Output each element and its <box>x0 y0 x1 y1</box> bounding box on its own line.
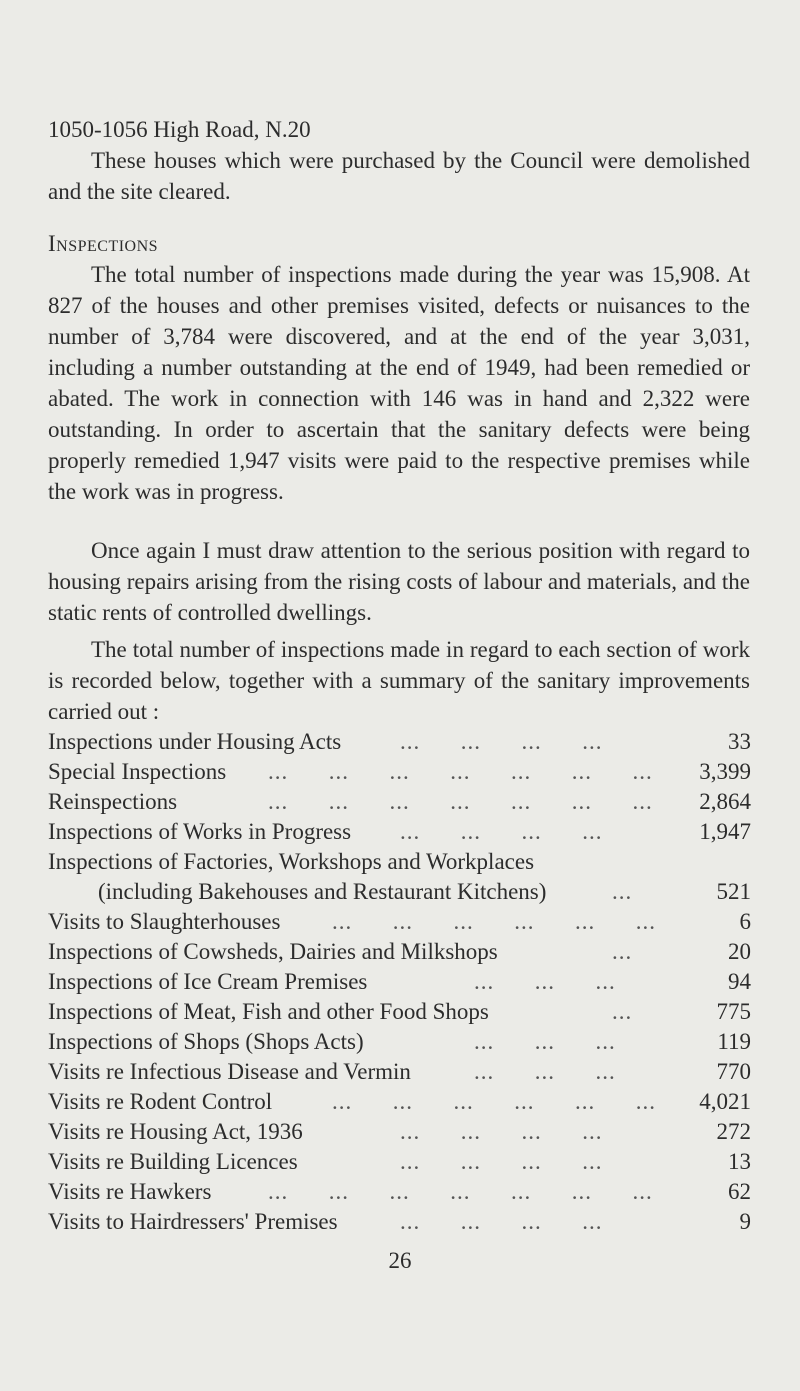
table-row <box>48 1116 751 1146</box>
paragraph-total-inspections: The total number of inspections made during the year was 15,908. At 827 of the houses and other premises visited, defects or nuisances to the number of 3,784 were discovered, and at the end of the year 3,031, including a number outstanding at the end of 1949, had been remedied or abated. The work in connection with 146 was in hand and 2,322 were outstanding. In order to ascertain that the sanitary defects were being properly remedied 1,947 visits were paid to the respective premises while the work was in progress. <box>48 262 750 504</box>
row-label: Visits to Hairdressers' Premises <box>48 1209 338 1234</box>
section-title-text: Inspections <box>48 231 159 256</box>
row-label: Inspections of Ice Cream Premises <box>48 969 368 994</box>
table-row <box>48 726 751 756</box>
leader-dots: ... ... ... ... ... ... <box>332 909 656 934</box>
row-value: 9 <box>739 1209 751 1234</box>
leader-dots: ... ... ... ... <box>400 1119 603 1144</box>
row-label: Visits re Infectious Disease and Vermin <box>48 1059 411 1084</box>
row-value: 20 <box>728 939 751 964</box>
table-row <box>48 1056 751 1086</box>
leader-dots: ... ... ... <box>474 1059 616 1084</box>
row-label-continued: (including Bakehouses and Restaurant Kitchens) <box>98 879 547 904</box>
row-value: 272 <box>716 1119 751 1144</box>
paragraph-demolished: These houses which were purchased by the Council were demolished and the site cleared. <box>48 148 750 204</box>
table-row <box>48 1176 751 1206</box>
row-label: Inspections of Factories, Workshops and Workplaces <box>48 849 535 874</box>
leader-dots: ... ... ... <box>474 1029 616 1054</box>
leader-dots: ... ... ... ... <box>400 1149 603 1174</box>
paragraph-housing-repairs: Once again I must draw attention to the serious position with regard to housing repairs arising from the rising costs of labour and materials, and the static rents of controlled dwellings. <box>48 538 750 625</box>
row-value: 775 <box>716 999 751 1024</box>
address-heading: 1050-1056 High Road, N.20 <box>48 117 311 142</box>
row-value: 94 <box>728 969 751 994</box>
section-title-inspections <box>48 228 158 259</box>
row-label: Inspections of Shops (Shops Acts) <box>48 1029 364 1054</box>
table-row <box>48 906 751 936</box>
inspections-table <box>48 726 751 1236</box>
row-label: Visits re Rodent Control <box>48 1089 273 1114</box>
table-row <box>48 1026 751 1056</box>
row-value: 6 <box>739 909 751 934</box>
table-row <box>48 936 751 966</box>
page-number: 26 <box>388 1248 412 1273</box>
leader-dots: ... <box>612 999 633 1024</box>
row-value: 62 <box>728 1179 751 1204</box>
row-label: Special Inspections <box>48 759 227 784</box>
table-row <box>48 1086 751 1116</box>
leader-dots: ... ... ... ... ... ... ... <box>268 759 653 784</box>
row-label: Visits to Slaughterhouses <box>48 909 281 934</box>
row-label: Inspections of Meat, Fish and other Food Shops <box>48 999 489 1024</box>
row-value: 2,864 <box>699 789 751 814</box>
table-row <box>48 1206 751 1236</box>
table-row <box>48 996 751 1026</box>
leader-dots: ... ... ... ... <box>400 729 603 754</box>
row-label: Inspections of Works in Progress <box>48 819 352 844</box>
table-row <box>48 966 751 996</box>
row-label: Visits re Building Licences <box>48 1149 298 1174</box>
leader-dots: ... <box>612 879 633 904</box>
table-row <box>48 786 751 816</box>
row-value: 119 <box>717 1029 751 1054</box>
table-row <box>48 846 751 906</box>
row-value: 13 <box>728 1149 751 1174</box>
leader-dots: ... ... ... ... ... ... ... <box>268 789 653 814</box>
leader-dots: ... ... ... <box>474 969 616 994</box>
row-label: Reinspections <box>48 789 178 814</box>
row-label: Visits re Hawkers <box>48 1179 212 1204</box>
leader-dots: ... ... ... ... ... ... <box>332 1089 656 1114</box>
leader-dots: ... ... ... ... ... ... ... <box>268 1179 653 1204</box>
row-value: 4,021 <box>699 1089 751 1114</box>
row-value: 1,947 <box>699 819 751 844</box>
row-value: 33 <box>728 729 751 754</box>
paragraph-summary-intro: The total number of inspections made in regard to each section of work is recorded below, together with a summary of the sanitary improvements carried out : <box>48 637 750 724</box>
row-value: 3,399 <box>699 759 751 784</box>
row-label: Visits re Housing Act, 1936 <box>48 1119 303 1144</box>
row-label: Inspections under Housing Acts <box>48 729 342 754</box>
row-label: Inspections of Cowsheds, Dairies and Milkshops <box>48 939 498 964</box>
leader-dots: ... ... ... ... <box>400 819 603 844</box>
row-value: 770 <box>716 1059 751 1084</box>
row-value: 521 <box>716 879 751 904</box>
table-row <box>48 756 751 786</box>
table-row <box>48 816 751 846</box>
table-row <box>48 1146 751 1176</box>
leader-dots: ... ... ... ... <box>400 1209 603 1234</box>
leader-dots: ... <box>612 939 633 964</box>
